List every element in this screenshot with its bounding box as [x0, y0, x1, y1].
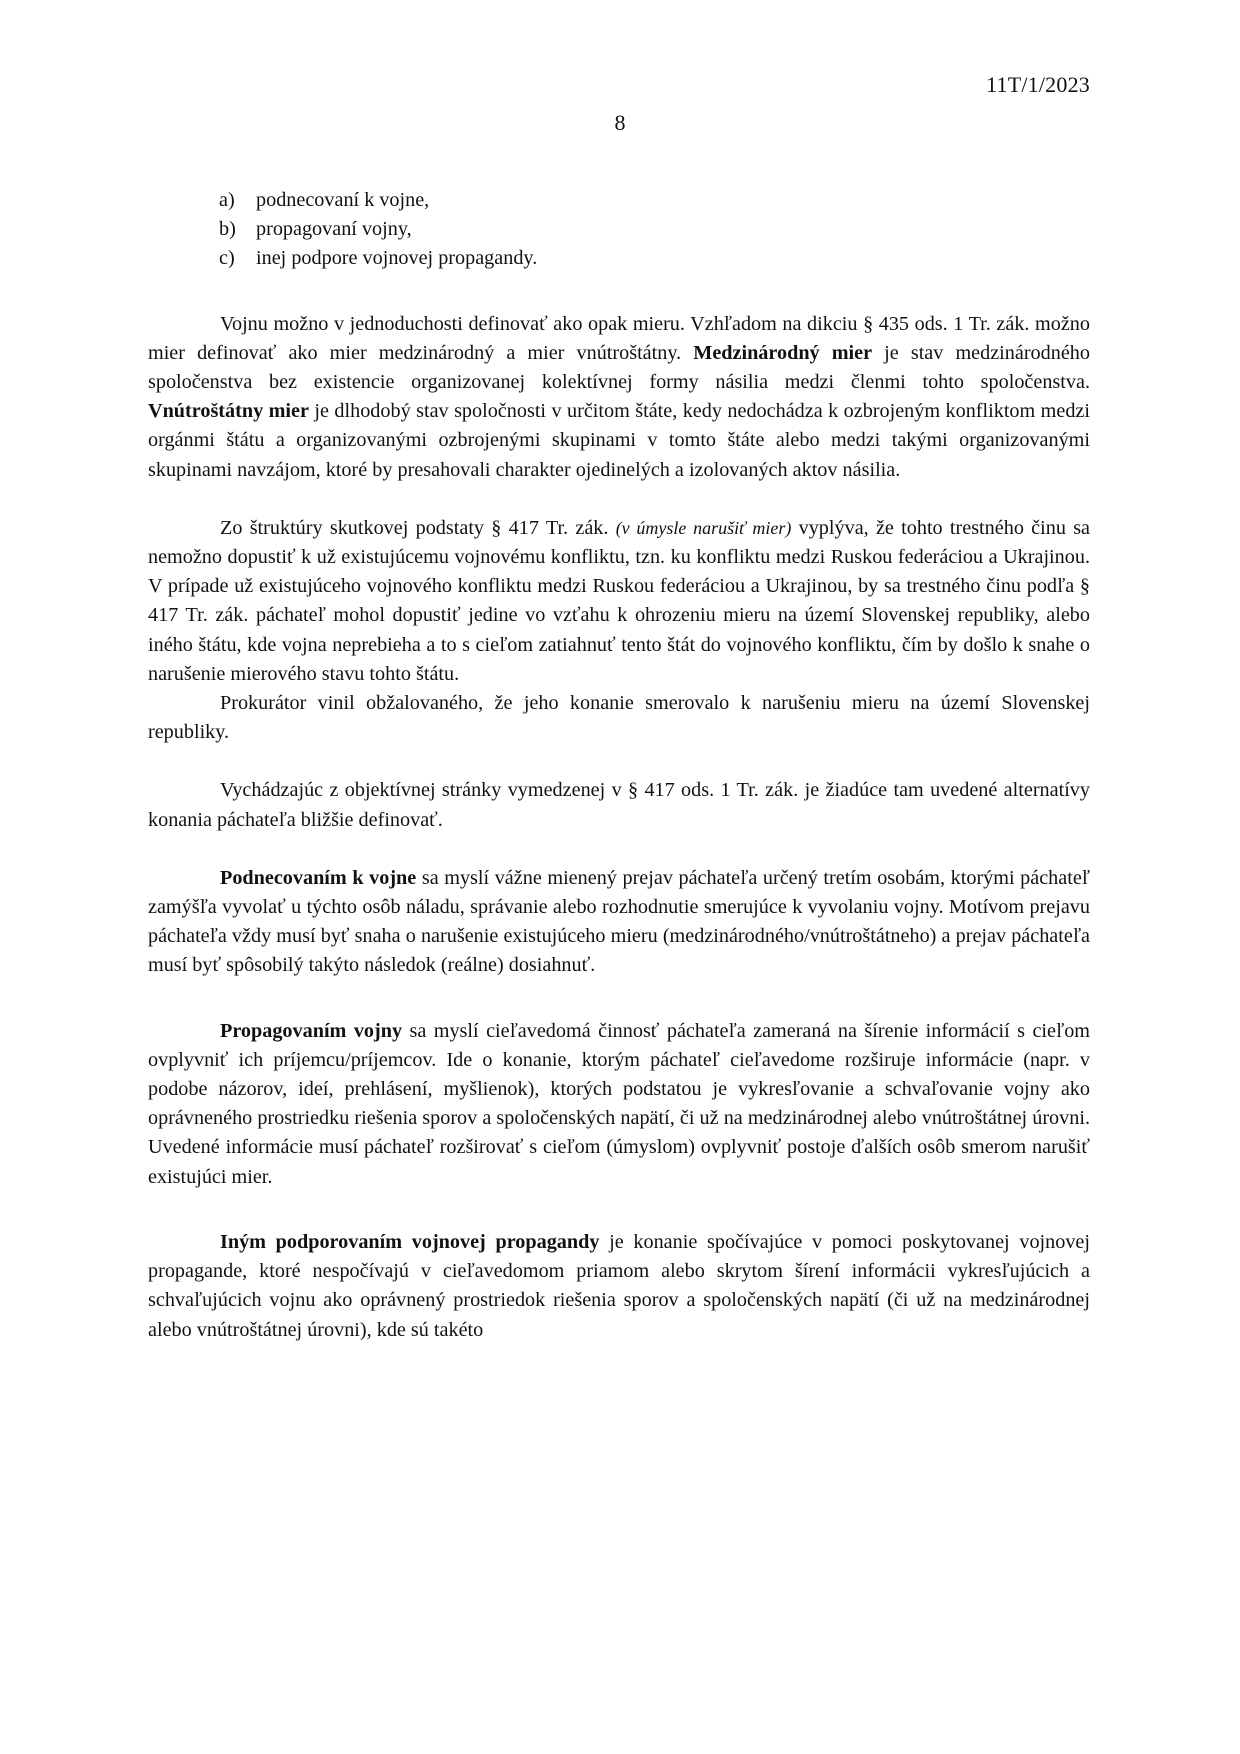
- list-marker: c): [219, 247, 235, 270]
- text-run: vyplýva, že tohto trestného činu sa nemožno dopustiť k už existujúcemu vojnovému konfliktu, tzn. ku konfliktu medzi Ruskou federáciou a Ukrajinou. V prípade už existujúceho vojnového konfliktu medzi Ruskou federáciou a Ukrajinou, by sa trestného činu podľa § 417 Tr. zák. páchateľ mohol dopustiť jedine vo vzťahu k ohrozeniu mieru na území Slovenskej republiky, alebo iného štátu, kde vojna neprebieha a to s cieľom zatiahnuť tento štát do vojnového konfliktu, čím by došlo k snahe o narušenie mierového stavu tohto štátu.: [148, 516, 1091, 685]
- term-domestic-peace: Vnútroštátny mier: [148, 400, 309, 423]
- list-item-text: inej podpore vojnovej propagandy.: [256, 247, 538, 270]
- list-marker: b): [219, 218, 236, 241]
- text-run: je dlhodobý stav spoločnosti v určitom štáte, kedy nedochádza k ozbrojeným konfliktom medzi orgánmi štátu a organizovanými ozbrojenými skupinami v tomto štáte alebo medzi takými organizovanými skupinami navzájom, ktoré by presahovali charakter ojedinelých a izolovaných aktov násilia.: [148, 400, 1090, 481]
- paragraph-other-support: [148, 1228, 1090, 1345]
- term-propagation: Propagovaním vojny: [220, 1019, 403, 1042]
- text-run: je stav medzinárodného spoločenstva bez existencie organizovanej kolektívnej formy násilia medzi členmi tohto spoločenstva.: [148, 341, 1090, 394]
- list-item: [148, 215, 1090, 244]
- list-item: [148, 186, 1090, 215]
- list-item-text: podnecovaní k vojne,: [256, 189, 430, 211]
- document-body: [148, 186, 1090, 1345]
- paragraph-objective-side: Vychádzajúc z objektívnej stránky vymedzenej v § 417 ods. 1 Tr. zák. je žiadúce tam uvedené alternatívy konania páchateľa bližšie definovať.: [148, 779, 1090, 831]
- list-item: [148, 244, 1090, 273]
- term-incitement: Podnecovaním k vojne: [220, 866, 417, 889]
- page-number: 8: [614, 110, 626, 135]
- alternatives-list: [148, 186, 1090, 274]
- case-number: 11T/1/2023: [986, 72, 1090, 97]
- italic-quote: (v úmysle narušiť mier): [615, 517, 792, 538]
- list-marker: a): [219, 189, 235, 211]
- text-run: je konanie spočívajúce v pomoci poskytovanej vojnovej propagande, ktoré nespočívajú v cieľavedomom priamom alebo skrytom šírení informácii vykresľujúcich a schvaľujúcich vojnu ako oprávnený prostriedok riešenia sporov a spoločenských napätí (či už na medzinárodnej alebo vnútroštátnej úrovni), kde sú takéto: [148, 1230, 1090, 1341]
- text-run: Zo štruktúry skutkovej podstaty § 417 Tr. zák.: [220, 516, 616, 539]
- text-run: sa myslí vážne mienený prejav páchateľa určený tretím osobám, ktorými páchateľ zamýšľa vyvolať u týchto osôb náladu, správanie alebo rozhodnutie smerujúce k vyvolaniu vojny. Motívom prejavu páchateľa vždy musí byť snaha o narušenie existujúceho mieru (medzinárodného/vnútroštátneho) a prejav páchateľa musí byť spôsobilý takýto následok (reálne) dosiahnuť.: [148, 866, 1091, 977]
- term-international-peace: Medzinárodný mier: [693, 341, 873, 364]
- list-item-text: propagovaní vojny,: [256, 218, 412, 241]
- paragraph-incitement: [148, 864, 1090, 981]
- paragraph-propagation: [148, 1017, 1090, 1192]
- paragraph-offence-structure: [148, 514, 1090, 689]
- paragraph-prosecutor: Prokurátor vinil obžalovaného, že jeho konanie smerovalo k narušeniu mieru na území Slovenskej republiky.: [148, 692, 1090, 744]
- paragraph-peace-definition: [148, 310, 1090, 485]
- text-run: sa myslí cieľavedomá činnosť páchateľa zameraná na šírenie informácií s cieľom ovplyvniť ich príjemcu/príjemcov. Ide o konanie, ktorým páchateľ cieľavedome rozširuje informácie (napr. v podobe názorov, ideí, prehlásení, myšlienok), ktorých podstatou je vykresľovanie a schvaľovanie vojny ako oprávneného prostriedku riešenia sporov a spoločenských napätí, či už na medzinárodnej alebo vnútroštátnej úrovni. Uvedené informácie musí páchateľ rozširovať s cieľom (úmyslom) ovplyvniť postoje ďalších osôb smerom narušiť existujúci mier.: [148, 1019, 1090, 1188]
- term-other-support: Iným podporovaním vojnovej propagandy: [220, 1230, 600, 1253]
- text-run: Vojnu možno v jednoduchosti definovať ako opak mieru. Vzhľadom na dikciu § 435 ods. 1 Tr. zák. možno mier definovať ako mier medzinárodný a mier vnútroštátny.: [148, 312, 1090, 364]
